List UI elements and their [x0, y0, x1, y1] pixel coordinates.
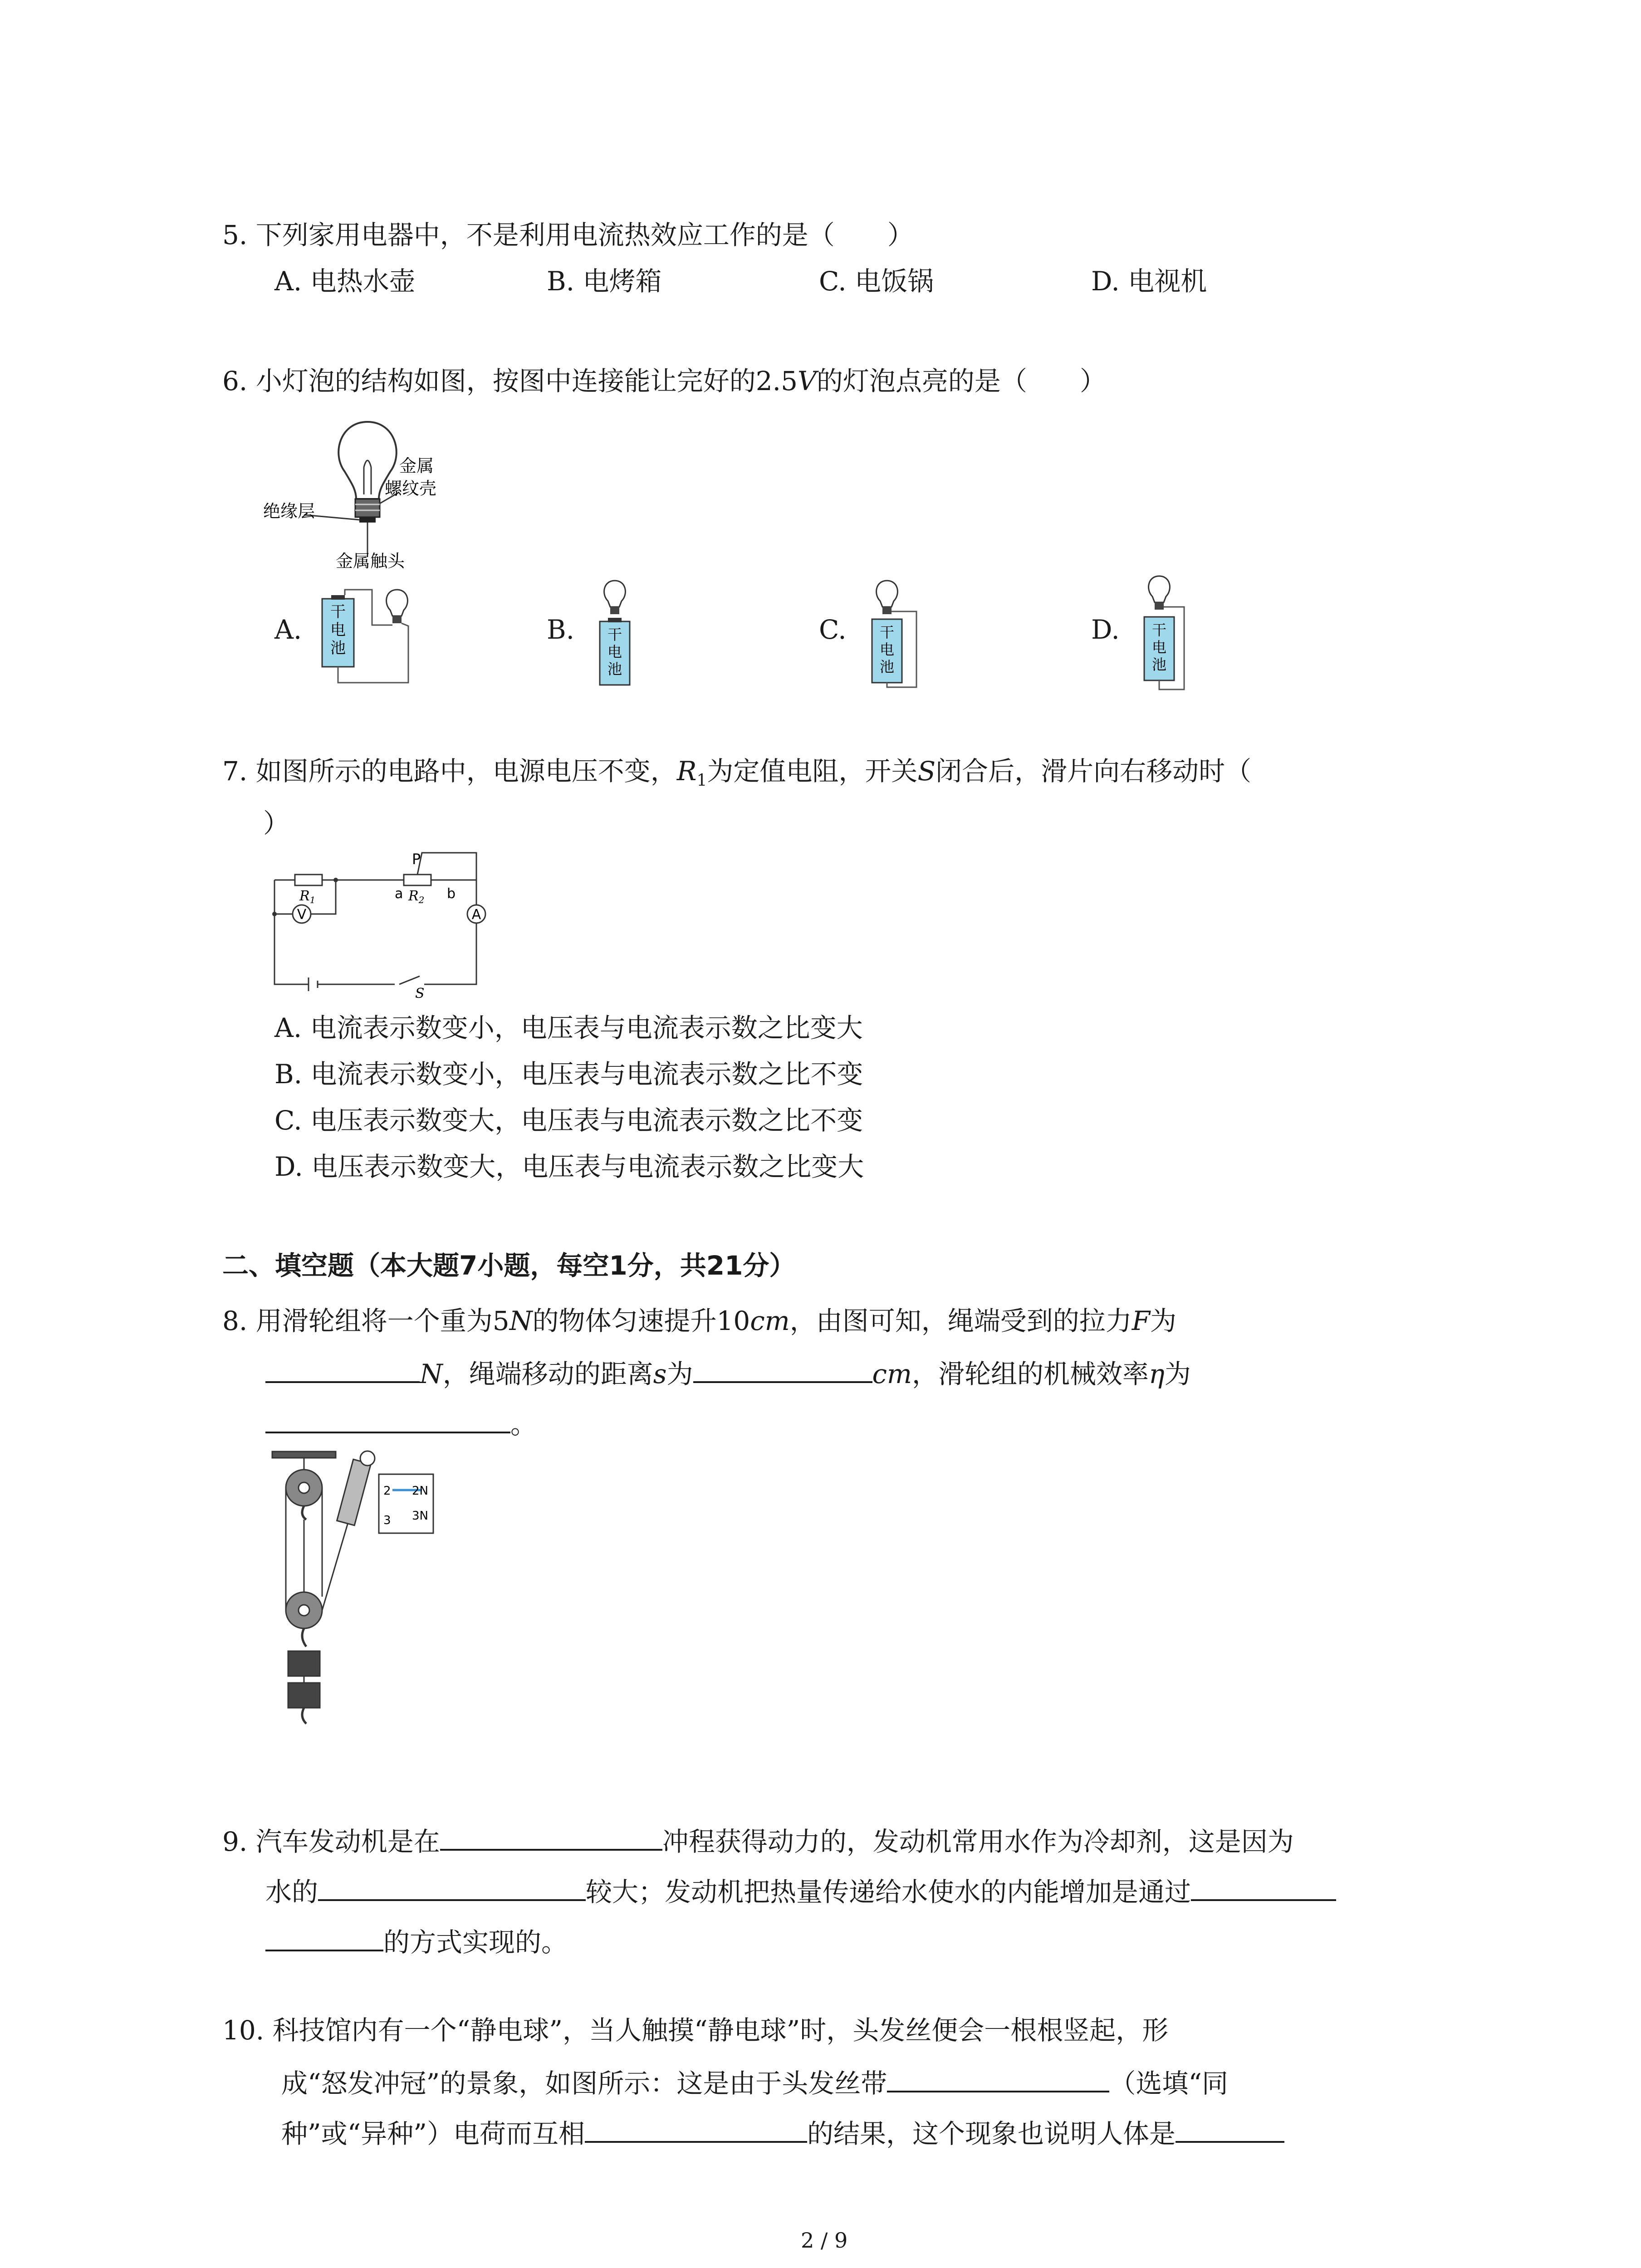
- bulb-structure-figure: [263, 404, 499, 572]
- switch-label: S: [415, 986, 425, 1002]
- q7-r1: R: [676, 756, 697, 787]
- q6-option-a: A.: [274, 614, 302, 645]
- circuit-label-b: b: [447, 886, 456, 902]
- q8-weight-unit: N: [509, 1305, 533, 1336]
- q5-option-d: D. 电视机: [1091, 266, 1207, 297]
- q8-line2-mid: ，绳端移动的距离: [442, 1359, 653, 1389]
- q8-blank-efficiency[interactable]: [265, 1403, 510, 1433]
- q7-option-a: A. 电流表示数变小，电压表与电流表示数之比变大: [274, 1012, 863, 1043]
- q9-blank-method-part1[interactable]: [1191, 1871, 1336, 1901]
- q8-blank-force[interactable]: [265, 1353, 420, 1383]
- q8-s: s: [653, 1359, 667, 1389]
- q6-stem: [222, 363, 1106, 399]
- q7-option-c: C. 电压表示数变大，电压表与电流表示数之比不变: [274, 1105, 863, 1136]
- circuit-label-a: a: [395, 886, 403, 902]
- q8-line2: [265, 1353, 1191, 1392]
- q7-stem-post: 闭合后，滑片向右移动时（: [936, 756, 1252, 787]
- q5-option-b: B. 电烤箱: [547, 266, 662, 297]
- q8-line2-end: ，滑轮组的机械效率: [912, 1359, 1149, 1389]
- battery-char-3: 池: [330, 639, 346, 657]
- q10-blank-charge[interactable]: [887, 2063, 1109, 2092]
- q10-l2a: 成“怒发冲冠”的景象，如图所示：这是由于头发丝带: [281, 2068, 887, 2099]
- q8-pulley-figure: [268, 1447, 495, 1755]
- q7-switch: S: [917, 756, 936, 787]
- q7-stem: [222, 753, 1251, 799]
- q6-voltage-unit: V: [798, 366, 817, 396]
- ammeter-label: A: [471, 907, 481, 923]
- q8-eta: η: [1149, 1359, 1165, 1389]
- q8-end1: 为: [1150, 1305, 1177, 1336]
- q6-option-d: D.: [1091, 614, 1120, 645]
- q7-r1-sub: 1: [696, 771, 707, 790]
- circuit-label-r1: $R_1$: [299, 888, 316, 905]
- q9-l3: 的方式实现的。: [383, 1927, 568, 1958]
- q8-force: F: [1132, 1305, 1151, 1336]
- q10-l2b: （选填“同: [1109, 2068, 1228, 2099]
- q10-line2: [281, 2063, 1228, 2102]
- scale-label-2: 2: [383, 1484, 391, 1498]
- q6-option-c-figure: [862, 576, 935, 694]
- q8-unit-cm: cm: [872, 1359, 912, 1389]
- scale-label-3n: 3N: [412, 1509, 428, 1523]
- battery-char-1: 干: [330, 603, 346, 621]
- q8-mid1: 的物体匀速提升: [532, 1305, 717, 1336]
- q10-l3b: 的结果，这个现象也说明人体是: [807, 2118, 1176, 2149]
- q8-line3: [265, 1403, 537, 1442]
- q9-blank-method-part2[interactable]: [265, 1921, 383, 1951]
- battery-char-3: 池: [607, 660, 622, 678]
- battery-char-2: 电: [607, 643, 622, 660]
- q9-line1: [222, 1821, 1294, 1860]
- page-number: 2 / 9: [801, 2228, 848, 2253]
- q7-stem-line2: ）: [263, 808, 290, 839]
- q8-height-unit: cm: [750, 1305, 790, 1336]
- battery-char-2: 电: [330, 621, 346, 639]
- battery-char-2: 电: [1151, 639, 1167, 656]
- q9-blank-property[interactable]: [318, 1871, 586, 1901]
- q6-option-d-figure: [1134, 572, 1207, 699]
- battery-char-3: 池: [879, 658, 895, 675]
- q9-blank-stroke[interactable]: [440, 1821, 662, 1851]
- q6-stem-post: 的灯泡点亮的是（ ）: [816, 366, 1106, 396]
- scale-label-3: 3: [383, 1514, 391, 1527]
- bulb-label-insulator: 绝缘层: [263, 501, 315, 521]
- q7-circuit-figure: [268, 848, 495, 1002]
- q8-pre: 8. 用滑轮组将一个重为: [222, 1305, 493, 1336]
- q8-height: 10: [716, 1305, 750, 1336]
- q10-l3a: 种”或“异种”）电荷而互相: [281, 2118, 585, 2149]
- q8-line2-mid2: 为: [666, 1359, 693, 1389]
- q10-line1: 10. 科技馆内有一个“静电球”，当人触摸“静电球”时，头发丝便会一根根竖起，形: [222, 2015, 1169, 2046]
- voltmeter-label: V: [297, 907, 307, 923]
- q8-line2-end2: 为: [1164, 1359, 1191, 1389]
- bulb-label-metal: 金属: [399, 456, 434, 476]
- q8-weight: 5: [492, 1305, 509, 1336]
- q8-unit-n: N: [420, 1359, 443, 1389]
- q7-option-d: D. 电压表示数变大，电压表与电流表示数之比变大: [274, 1151, 864, 1182]
- q9-line2: [265, 1871, 1336, 1910]
- section-title: 二、填空题（本大题7小题，每空1分，共21分）: [222, 1250, 796, 1281]
- q8-line3-end: 。: [510, 1409, 537, 1440]
- q6-voltage-value: 2.5: [755, 366, 798, 396]
- scale-label-2n: 2N: [412, 1484, 428, 1498]
- q7-option-b: B. 电流表示数变小，电压表与电流表示数之比不变: [274, 1059, 863, 1090]
- bulb-label-screw: 螺纹壳: [385, 479, 437, 499]
- q8-line1: [222, 1303, 1176, 1339]
- q5-option-a: A. 电热水壶: [274, 266, 416, 297]
- q6-option-a-figure: [318, 585, 422, 694]
- battery-char-2: 电: [879, 641, 895, 658]
- battery-char-1: 干: [607, 626, 622, 643]
- q6-option-b-figure: [590, 576, 649, 694]
- battery-char-3: 池: [1151, 656, 1167, 673]
- circuit-label-r2: $R_2$: [408, 888, 425, 905]
- q6-option-c: C.: [819, 614, 847, 645]
- q6-stem-pre: 6. 小灯泡的结构如图，按图中连接能让完好的: [222, 366, 756, 396]
- q8-mid2: ，由图可知，绳端受到的拉力: [789, 1305, 1132, 1336]
- q7-stem-pre: 7. 如图所示的电路中，电源电压不变，: [222, 756, 677, 787]
- q9-l2b: 较大；发动机把热量传递给水使水的内能增加是通过: [586, 1877, 1191, 1907]
- q10-line3: [281, 2113, 1284, 2152]
- bulb-label-contact: 金属触头: [336, 551, 405, 571]
- q7-stem-mid: 为定值电阻，开关: [707, 756, 918, 787]
- q9-l1a: 9. 汽车发动机是在: [222, 1826, 440, 1857]
- q8-blank-distance[interactable]: [693, 1353, 872, 1383]
- q9-line3: [265, 1921, 568, 1960]
- battery-char-1: 干: [1151, 621, 1167, 639]
- q5-option-c: C. 电饭锅: [819, 266, 934, 297]
- battery-char-1: 干: [879, 624, 895, 641]
- q9-l2a: 水的: [265, 1877, 318, 1907]
- q9-l1b: 冲程获得动力的，发动机常用水作为冷却剂，这是因为: [662, 1826, 1294, 1857]
- q5-stem: 5. 下列家用电器中，不是利用电流热效应工作的是（ ）: [222, 220, 914, 250]
- q10-blank-interaction[interactable]: [585, 2113, 807, 2143]
- q10-blank-conductor[interactable]: [1176, 2113, 1284, 2143]
- circuit-label-p: P: [412, 850, 421, 868]
- q6-option-b: B.: [547, 614, 575, 645]
